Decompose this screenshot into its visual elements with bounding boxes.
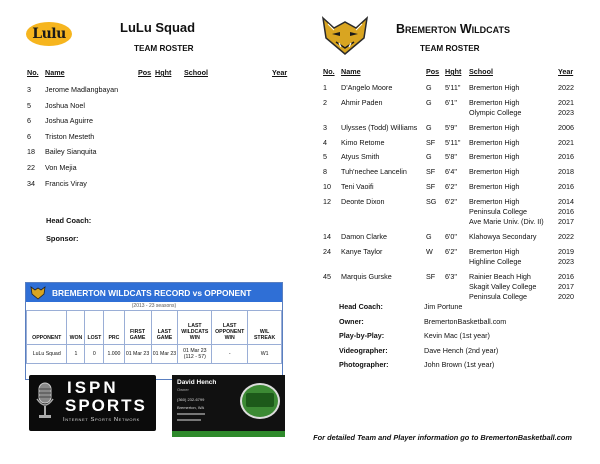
player-school: Olympic College bbox=[469, 107, 522, 117]
player-name: Joshua Aguirre bbox=[45, 116, 93, 125]
player-name: Bailey Sianquita bbox=[45, 147, 97, 156]
player-school: Bremerton High bbox=[469, 167, 520, 177]
record-cell: 1.000 bbox=[104, 345, 124, 364]
right-roster-list bbox=[323, 83, 583, 303]
player-hght: 6'3" bbox=[445, 271, 457, 281]
player-name: Marquis Gurske bbox=[341, 271, 392, 281]
ispn-text: ISPN bbox=[67, 378, 119, 397]
player-name: Atyus Smith bbox=[341, 152, 380, 162]
player-no: 1 bbox=[323, 83, 327, 92]
player-name: Kanye Taylor bbox=[341, 246, 383, 256]
player-school: Rainier Beach High bbox=[469, 271, 531, 281]
player-year: 2016 bbox=[558, 206, 574, 216]
player-name: Triston Mesteth bbox=[45, 131, 95, 141]
player-year: 2022 bbox=[558, 83, 574, 92]
staff-value: Dave Hench (2nd year) bbox=[424, 345, 499, 355]
player-hght: 6'1" bbox=[445, 97, 457, 107]
player-name: Ahmir Paden bbox=[341, 97, 383, 107]
player-no: 8 bbox=[323, 167, 327, 177]
player-no: 22 bbox=[27, 163, 35, 172]
wildcat-small-icon bbox=[30, 285, 46, 300]
player-hght: 5'8" bbox=[445, 152, 457, 162]
player-school: Bremerton High bbox=[469, 122, 520, 132]
record-cell: 01 Mar 23 (112 - 57) bbox=[178, 345, 212, 364]
player-hght: 6'2" bbox=[445, 246, 457, 256]
left-roster-list bbox=[27, 85, 227, 195]
player-name: Kimo Retome bbox=[341, 137, 385, 147]
wildcat-logo bbox=[318, 12, 372, 56]
record-cell: 01 Mar 23 bbox=[124, 345, 151, 364]
player-school: Bremerton High bbox=[469, 196, 520, 206]
left-head-coach-label: Head Coach: bbox=[46, 216, 92, 225]
col-hght: Hght bbox=[445, 67, 462, 76]
left-roster-header bbox=[27, 68, 297, 78]
card-stripe bbox=[172, 431, 285, 437]
staff-value: Jim Portune bbox=[424, 302, 463, 311]
player-year: 2006 bbox=[558, 122, 574, 132]
player-no: 3 bbox=[323, 122, 327, 132]
record-cell: 1 bbox=[67, 345, 85, 364]
player-year: 2021 bbox=[558, 137, 574, 147]
player-year: 2016 bbox=[558, 182, 574, 191]
player-year: 2023 bbox=[558, 107, 574, 117]
staff-value: Kevin Mac (1st year) bbox=[424, 331, 490, 341]
record-col-header: PRC bbox=[104, 311, 124, 345]
player-hght: 6'2" bbox=[445, 196, 457, 206]
player-school: Bremerton High bbox=[469, 182, 520, 191]
table-row bbox=[27, 345, 282, 364]
left-roster-label: TEAM ROSTER bbox=[134, 44, 194, 53]
player-pos: SG bbox=[426, 196, 437, 206]
player-pos: SF bbox=[426, 182, 436, 191]
player-pos: SF bbox=[426, 271, 436, 281]
player-name: Damon Clarke bbox=[341, 232, 387, 241]
card-line bbox=[177, 413, 205, 415]
player-year: 2017 bbox=[558, 217, 574, 227]
player-year: 2020 bbox=[558, 292, 574, 302]
player-hght: 5'11" bbox=[445, 137, 461, 147]
record-title: BREMERTON WILDCATS RECORD vs OPPONENT bbox=[52, 287, 252, 298]
card-line bbox=[177, 419, 201, 421]
record-cell: LuLu Squad bbox=[27, 345, 67, 364]
record-col-header: LAST OPPONENT WIN bbox=[212, 311, 248, 345]
col-school: School bbox=[184, 68, 208, 77]
staff-value: John Brown (1st year) bbox=[424, 360, 495, 370]
player-pos: G bbox=[426, 122, 432, 132]
right-roster-label: TEAM ROSTER bbox=[420, 44, 480, 53]
record-col-header: LAST WILDCATS WIN bbox=[178, 311, 212, 345]
staff-label: Videographer: bbox=[339, 345, 388, 355]
record-col-header: FIRST GAME bbox=[124, 311, 151, 345]
col-no: No. bbox=[27, 68, 39, 77]
staff-label: Photographer: bbox=[339, 360, 389, 370]
player-school: Highline College bbox=[469, 256, 522, 266]
player-pos: W bbox=[426, 246, 433, 256]
player-name: Von Mejia bbox=[45, 163, 77, 172]
col-year: Year bbox=[272, 68, 288, 77]
player-no: 6 bbox=[27, 131, 31, 141]
player-year: 2014 bbox=[558, 196, 574, 206]
player-name: Ulysses (Todd) Williams bbox=[341, 122, 418, 132]
player-no: 2 bbox=[323, 97, 327, 107]
player-school: Peninsula College bbox=[469, 292, 527, 302]
col-name: Name bbox=[341, 67, 361, 76]
lulu-logo bbox=[26, 22, 72, 46]
sports-text: SPORTS bbox=[65, 396, 147, 415]
player-name: Tuh'nechee Lancelin bbox=[341, 167, 407, 177]
player-year: 2019 bbox=[558, 246, 574, 256]
staff-list bbox=[339, 302, 579, 372]
right-roster-header bbox=[323, 67, 583, 77]
col-pos: Pos bbox=[138, 68, 152, 77]
record-col-header: LAST GAME bbox=[151, 311, 178, 345]
player-no: 5 bbox=[323, 152, 327, 162]
player-hght: 5'11" bbox=[445, 83, 461, 92]
staff-value: BremertonBasketball.com bbox=[424, 316, 507, 326]
player-school: Ave Marie Univ. (Div. II) bbox=[469, 217, 544, 227]
player-hght: 6'2" bbox=[445, 182, 457, 191]
staff-label: Owner: bbox=[339, 316, 364, 326]
badge-inner bbox=[246, 393, 274, 407]
player-name: Joshua Noel bbox=[45, 100, 85, 110]
staff-label: Play-by-Play: bbox=[339, 331, 385, 341]
col-name: Name bbox=[45, 68, 65, 77]
left-team-title: LuLu Squad bbox=[120, 20, 196, 35]
player-school: Peninsula College bbox=[469, 206, 527, 216]
player-year: 2016 bbox=[558, 152, 574, 162]
col-no: No. bbox=[323, 67, 335, 76]
player-school: Skagit Valley College bbox=[469, 281, 537, 291]
col-year: Year bbox=[558, 67, 574, 76]
player-year: 2023 bbox=[558, 256, 574, 266]
ispn-sports-banner bbox=[29, 375, 156, 431]
card-role: Owner bbox=[177, 387, 189, 392]
player-no: 18 bbox=[27, 147, 35, 156]
player-pos: G bbox=[426, 97, 432, 107]
col-school: School bbox=[469, 67, 493, 76]
player-year: 2018 bbox=[558, 167, 574, 177]
record-grid bbox=[26, 310, 282, 364]
record-cell: 0 bbox=[85, 345, 104, 364]
record-header bbox=[26, 283, 282, 302]
player-year: 2016 bbox=[558, 271, 574, 281]
player-pos: G bbox=[426, 232, 432, 241]
record-col-header: LOST bbox=[85, 311, 104, 345]
player-school: Bremerton High bbox=[469, 83, 520, 92]
player-year: 2017 bbox=[558, 281, 574, 291]
player-hght: 5'9" bbox=[445, 122, 457, 132]
player-no: 3 bbox=[27, 85, 31, 94]
card-city: Bremerton, WA bbox=[177, 405, 205, 410]
player-school: Bremerton High bbox=[469, 137, 520, 147]
record-table bbox=[25, 282, 283, 380]
player-school: Bremerton High bbox=[469, 97, 520, 107]
staff-label: Head Coach: bbox=[339, 302, 383, 311]
microphone-icon bbox=[35, 381, 55, 421]
player-pos: G bbox=[426, 152, 432, 162]
footer-note: For detailed Team and Player information go to BremertonBasketball.com bbox=[313, 433, 572, 442]
player-pos: G bbox=[426, 83, 432, 92]
player-name: Teni Vaoifi bbox=[341, 182, 374, 191]
isn-tagline: Internet Sports Network bbox=[63, 417, 140, 423]
card-name: David Hench bbox=[177, 379, 217, 386]
player-no: 10 bbox=[323, 182, 331, 191]
player-no: 34 bbox=[27, 178, 35, 188]
player-hght: 6'0" bbox=[445, 232, 457, 241]
player-school: Bremerton High bbox=[469, 246, 520, 256]
player-pos: SF bbox=[426, 137, 436, 147]
col-hght: Hght bbox=[155, 68, 172, 77]
player-year: 2022 bbox=[558, 232, 574, 241]
player-name: Jerome Madlangbayan bbox=[45, 85, 119, 94]
record-cell: - bbox=[212, 345, 248, 364]
player-no: 45 bbox=[323, 271, 331, 281]
col-pos: Pos bbox=[426, 67, 440, 76]
record-seasons: (2013 - 23 seasons) bbox=[131, 303, 177, 309]
player-name: D'Angelo Moore bbox=[341, 83, 393, 92]
record-col-header: WON bbox=[67, 311, 85, 345]
player-pos: SF bbox=[426, 167, 436, 177]
player-name: Deonte Dixon bbox=[341, 196, 385, 206]
record-cell: W1 bbox=[248, 345, 282, 364]
player-name: Francis Viray bbox=[45, 178, 87, 188]
player-no: 24 bbox=[323, 246, 331, 256]
lulu-logo-text: Lulu bbox=[32, 26, 66, 42]
record-col-header: W/L STREAK bbox=[248, 311, 282, 345]
player-no: 12 bbox=[323, 196, 331, 206]
record-col-header: OPPONENT bbox=[27, 311, 67, 345]
player-year: 2021 bbox=[558, 97, 574, 107]
record-cell: 01 Mar 23 bbox=[151, 345, 178, 364]
business-card bbox=[172, 375, 285, 437]
card-phone: (360) 232-6799 bbox=[177, 397, 205, 402]
player-no: 4 bbox=[323, 137, 327, 147]
left-sponsor-label: Sponsor: bbox=[46, 234, 79, 243]
right-team-title: Bremerton Wildcats bbox=[396, 22, 510, 36]
player-no: 5 bbox=[27, 100, 31, 110]
player-school: Bremerton High bbox=[469, 152, 520, 162]
player-school: Klahowya Secondary bbox=[469, 232, 537, 241]
player-hght: 6'4" bbox=[445, 167, 457, 177]
player-no: 6 bbox=[27, 116, 31, 125]
player-no: 14 bbox=[323, 232, 331, 241]
